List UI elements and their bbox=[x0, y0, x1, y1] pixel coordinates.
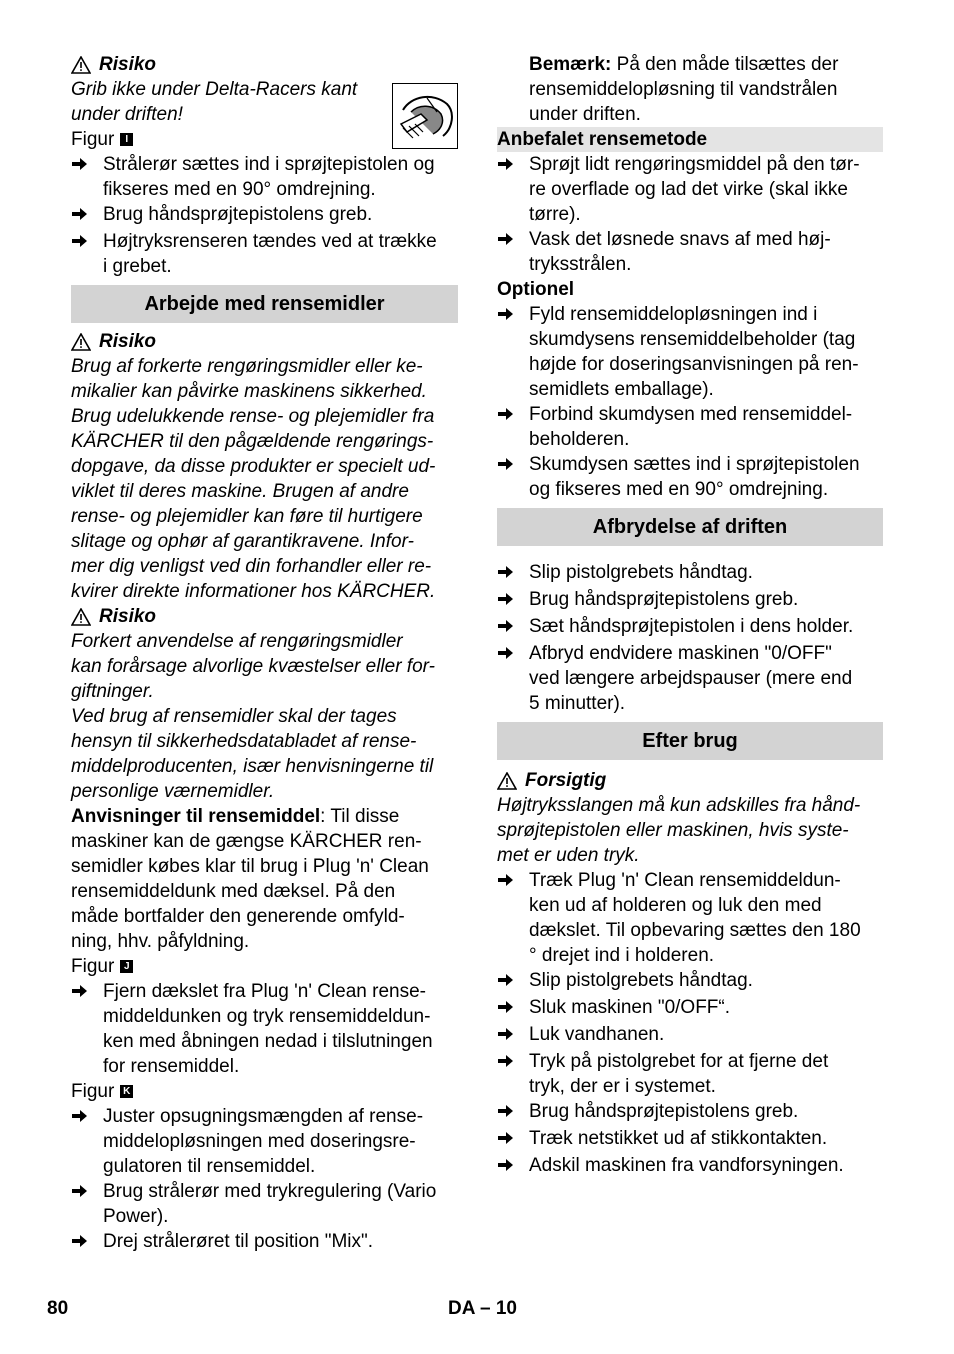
warning-triangle-icon bbox=[497, 772, 517, 790]
arrow-right-icon bbox=[71, 233, 88, 249]
figure-reference: Figur J bbox=[71, 954, 458, 979]
note-paragraph: Anvisninger til rensemiddel: Til disse maskiner kan de gængse KÄRCHER ren- semidler købes klar til brug i Plug 'n' Clean rensemiddeldunk med dæksel. På den måde bortfalder den generende omfyld- ning, hhv. påfyldning. bbox=[71, 806, 429, 952]
arrow-right-icon bbox=[497, 1130, 514, 1146]
list-item: Sluk maskinen "0/OFF“. bbox=[497, 995, 883, 1022]
risk-text: Grib ikke under Delta-Racers kant under driften! bbox=[71, 79, 358, 125]
caution-heading: Forsigtig bbox=[497, 768, 883, 793]
list-item: Tryk på pistolgrebet for at fjerne det tryk, der er i systemet. bbox=[497, 1049, 883, 1099]
arrow-right-icon bbox=[497, 872, 514, 888]
section-heading: Efter brug bbox=[497, 722, 883, 760]
warning-triangle-icon bbox=[71, 56, 91, 74]
list-item: Slip pistolgrebets håndtag. bbox=[497, 560, 883, 587]
arrow-right-icon bbox=[71, 983, 88, 999]
section-label: DA – 10 bbox=[448, 1298, 517, 1319]
subsection-heading: Anbefalet rensemetode bbox=[497, 127, 883, 152]
arrow-right-icon bbox=[497, 972, 514, 988]
arrow-right-icon bbox=[497, 591, 514, 607]
arrow-right-icon bbox=[71, 156, 88, 172]
list-item: Afbryd endvidere maskinen "0/OFF" ved længere arbejdspauser (mere end 5 minutter). bbox=[497, 641, 883, 716]
right-column bbox=[497, 52, 883, 1180]
list-item: Juster opsugningsmængden af rense- middelopløsningen med doseringsre- gulatoren til rensemiddel. bbox=[71, 1104, 458, 1179]
list-item: Slip pistolgrebets håndtag. bbox=[497, 968, 883, 995]
list-item: Brug strålerør med trykregulering (Vario Power). bbox=[71, 1179, 458, 1229]
left-column bbox=[71, 52, 458, 1256]
warning-triangle-icon bbox=[71, 608, 91, 626]
list-item: Brug håndsprøjtepistolens greb. bbox=[71, 202, 458, 229]
list-item: Adskil maskinen fra vandforsyningen. bbox=[497, 1153, 883, 1180]
figure-reference: Figur K bbox=[71, 1079, 458, 1104]
arrow-right-icon bbox=[71, 1108, 88, 1124]
list-item: Skumdysen sættes ind i sprøjtepistolen og fikseres med en 90° omdrejning. bbox=[497, 452, 883, 502]
figure-letter-badge: J bbox=[120, 960, 133, 973]
list-item: Brug håndsprøjtepistolens greb. bbox=[497, 587, 883, 614]
bullet-list bbox=[71, 1104, 458, 1256]
bullet-list bbox=[497, 868, 883, 1180]
note-paragraph: Bemærk: På den måde tilsættes der rensemiddelopløsning til vandstrålen under driften. bbox=[529, 54, 839, 125]
list-item: Drej strålerøret til position "Mix". bbox=[71, 1229, 458, 1256]
bullet-list bbox=[497, 302, 883, 502]
list-item: Fjern dækslet fra Plug 'n' Clean rense- middeldunken og tryk rensemiddeldun- ken med åbningen nedad i tilslutningen for rensemiddel. bbox=[71, 979, 458, 1079]
arrow-right-icon bbox=[497, 306, 514, 322]
list-item: Luk vandhanen. bbox=[497, 1022, 883, 1049]
list-item: Træk Plug 'n' Clean rensemiddeldun- ken ud af holderen og luk den med dækslet. Til opbevaring sættes den 180 ° drejet ind i holderen. bbox=[497, 868, 883, 968]
list-item: Højtryksrenseren tændes ved at trække i grebet. bbox=[71, 229, 458, 279]
bullet-list bbox=[71, 979, 458, 1079]
list-item: Vask det løsnede snavs af med høj- tryksstrålen. bbox=[497, 227, 883, 277]
arrow-right-icon bbox=[497, 1053, 514, 1069]
figure-reference: Figur I bbox=[71, 127, 458, 152]
list-item: Brug håndsprøjtepistolens greb. bbox=[497, 1099, 883, 1126]
list-item: Sæt håndsprøjtepistolen i dens holder. bbox=[497, 614, 883, 641]
arrow-right-icon bbox=[497, 456, 514, 472]
list-item: Sprøjt lidt rengøringsmiddel på den tør- re overflade og lad det virke (skal ikke tørre). bbox=[497, 152, 883, 227]
risk-heading: Risiko bbox=[71, 604, 458, 629]
warning-triangle-icon bbox=[71, 333, 91, 351]
arrow-right-icon bbox=[497, 231, 514, 247]
bullet-list bbox=[71, 152, 458, 279]
arrow-right-icon bbox=[497, 645, 514, 661]
risk-heading: Risiko bbox=[71, 329, 458, 354]
arrow-right-icon bbox=[497, 1103, 514, 1119]
arrow-right-icon bbox=[497, 564, 514, 580]
arrow-right-icon bbox=[497, 1157, 514, 1173]
arrow-right-icon bbox=[497, 156, 514, 172]
figure-letter-badge: K bbox=[120, 1085, 133, 1098]
arrow-right-icon bbox=[497, 406, 514, 422]
figure-letter-badge: I bbox=[120, 133, 133, 146]
risk-heading: Risiko bbox=[71, 52, 458, 77]
list-item: Træk netstikket ud af stikkontakten. bbox=[497, 1126, 883, 1153]
arrow-right-icon bbox=[71, 1233, 88, 1249]
arrow-right-icon bbox=[497, 618, 514, 634]
arrow-right-icon bbox=[497, 1026, 514, 1042]
list-item: Forbind skumdysen med rensemiddel- beholderen. bbox=[497, 402, 883, 452]
list-item: Fyld rensemiddelopløsningen ind i skumdysens rensemiddelbeholder (tag højde for doseringsanvisningen på ren- semidlets emballage). bbox=[497, 302, 883, 402]
section-heading: Afbrydelse af driften bbox=[497, 508, 883, 546]
arrow-right-icon bbox=[497, 999, 514, 1015]
list-item: Strålerør sættes ind i sprøjtepistolen og fikseres med en 90° omdrejning. bbox=[71, 152, 458, 202]
risk-text: Brug af forkerte rengøringsmidler eller ke- mikalier kan påvirke maskinens sikkerhed. Brug udelukkende rense- og plejemidler fra KÄRCHER til den pågældende rengørings- dopgave, da disse produkter er specielt ud- viklet til deres maskine. Brugen af andre rense- og plejemidler kan føre til hurtigere slitage og ophør af garantikravene. Infor- mer dig venligst ved din forhandler eller re- kvirer direkte informationer hos KÄRCHER. bbox=[71, 356, 436, 602]
bullet-list bbox=[497, 152, 883, 277]
page-number: 80 bbox=[47, 1298, 69, 1319]
arrow-right-icon bbox=[71, 206, 88, 222]
caution-text: Højtryksslangen må kun adskilles fra hånd- sprøjtepistolen eller maskinen, hvis syste- met er uden tryk. bbox=[497, 795, 861, 866]
section-heading: Arbejde med rensemidler bbox=[71, 285, 458, 323]
risk-text: Forkert anvendelse af rengøringsmidler kan forårsage alvorlige kvæstelser eller for- giftninger. Ved brug af rensemidler skal der tages hensyn til sikkerhedsdatabladet af rense- middelproducenten, især henvisningerne til personlige værnemidler. bbox=[71, 631, 435, 802]
bullet-list bbox=[497, 560, 883, 716]
arrow-right-icon bbox=[71, 1183, 88, 1199]
figure-illustration bbox=[392, 83, 458, 149]
optional-label: Optionel bbox=[497, 279, 575, 300]
